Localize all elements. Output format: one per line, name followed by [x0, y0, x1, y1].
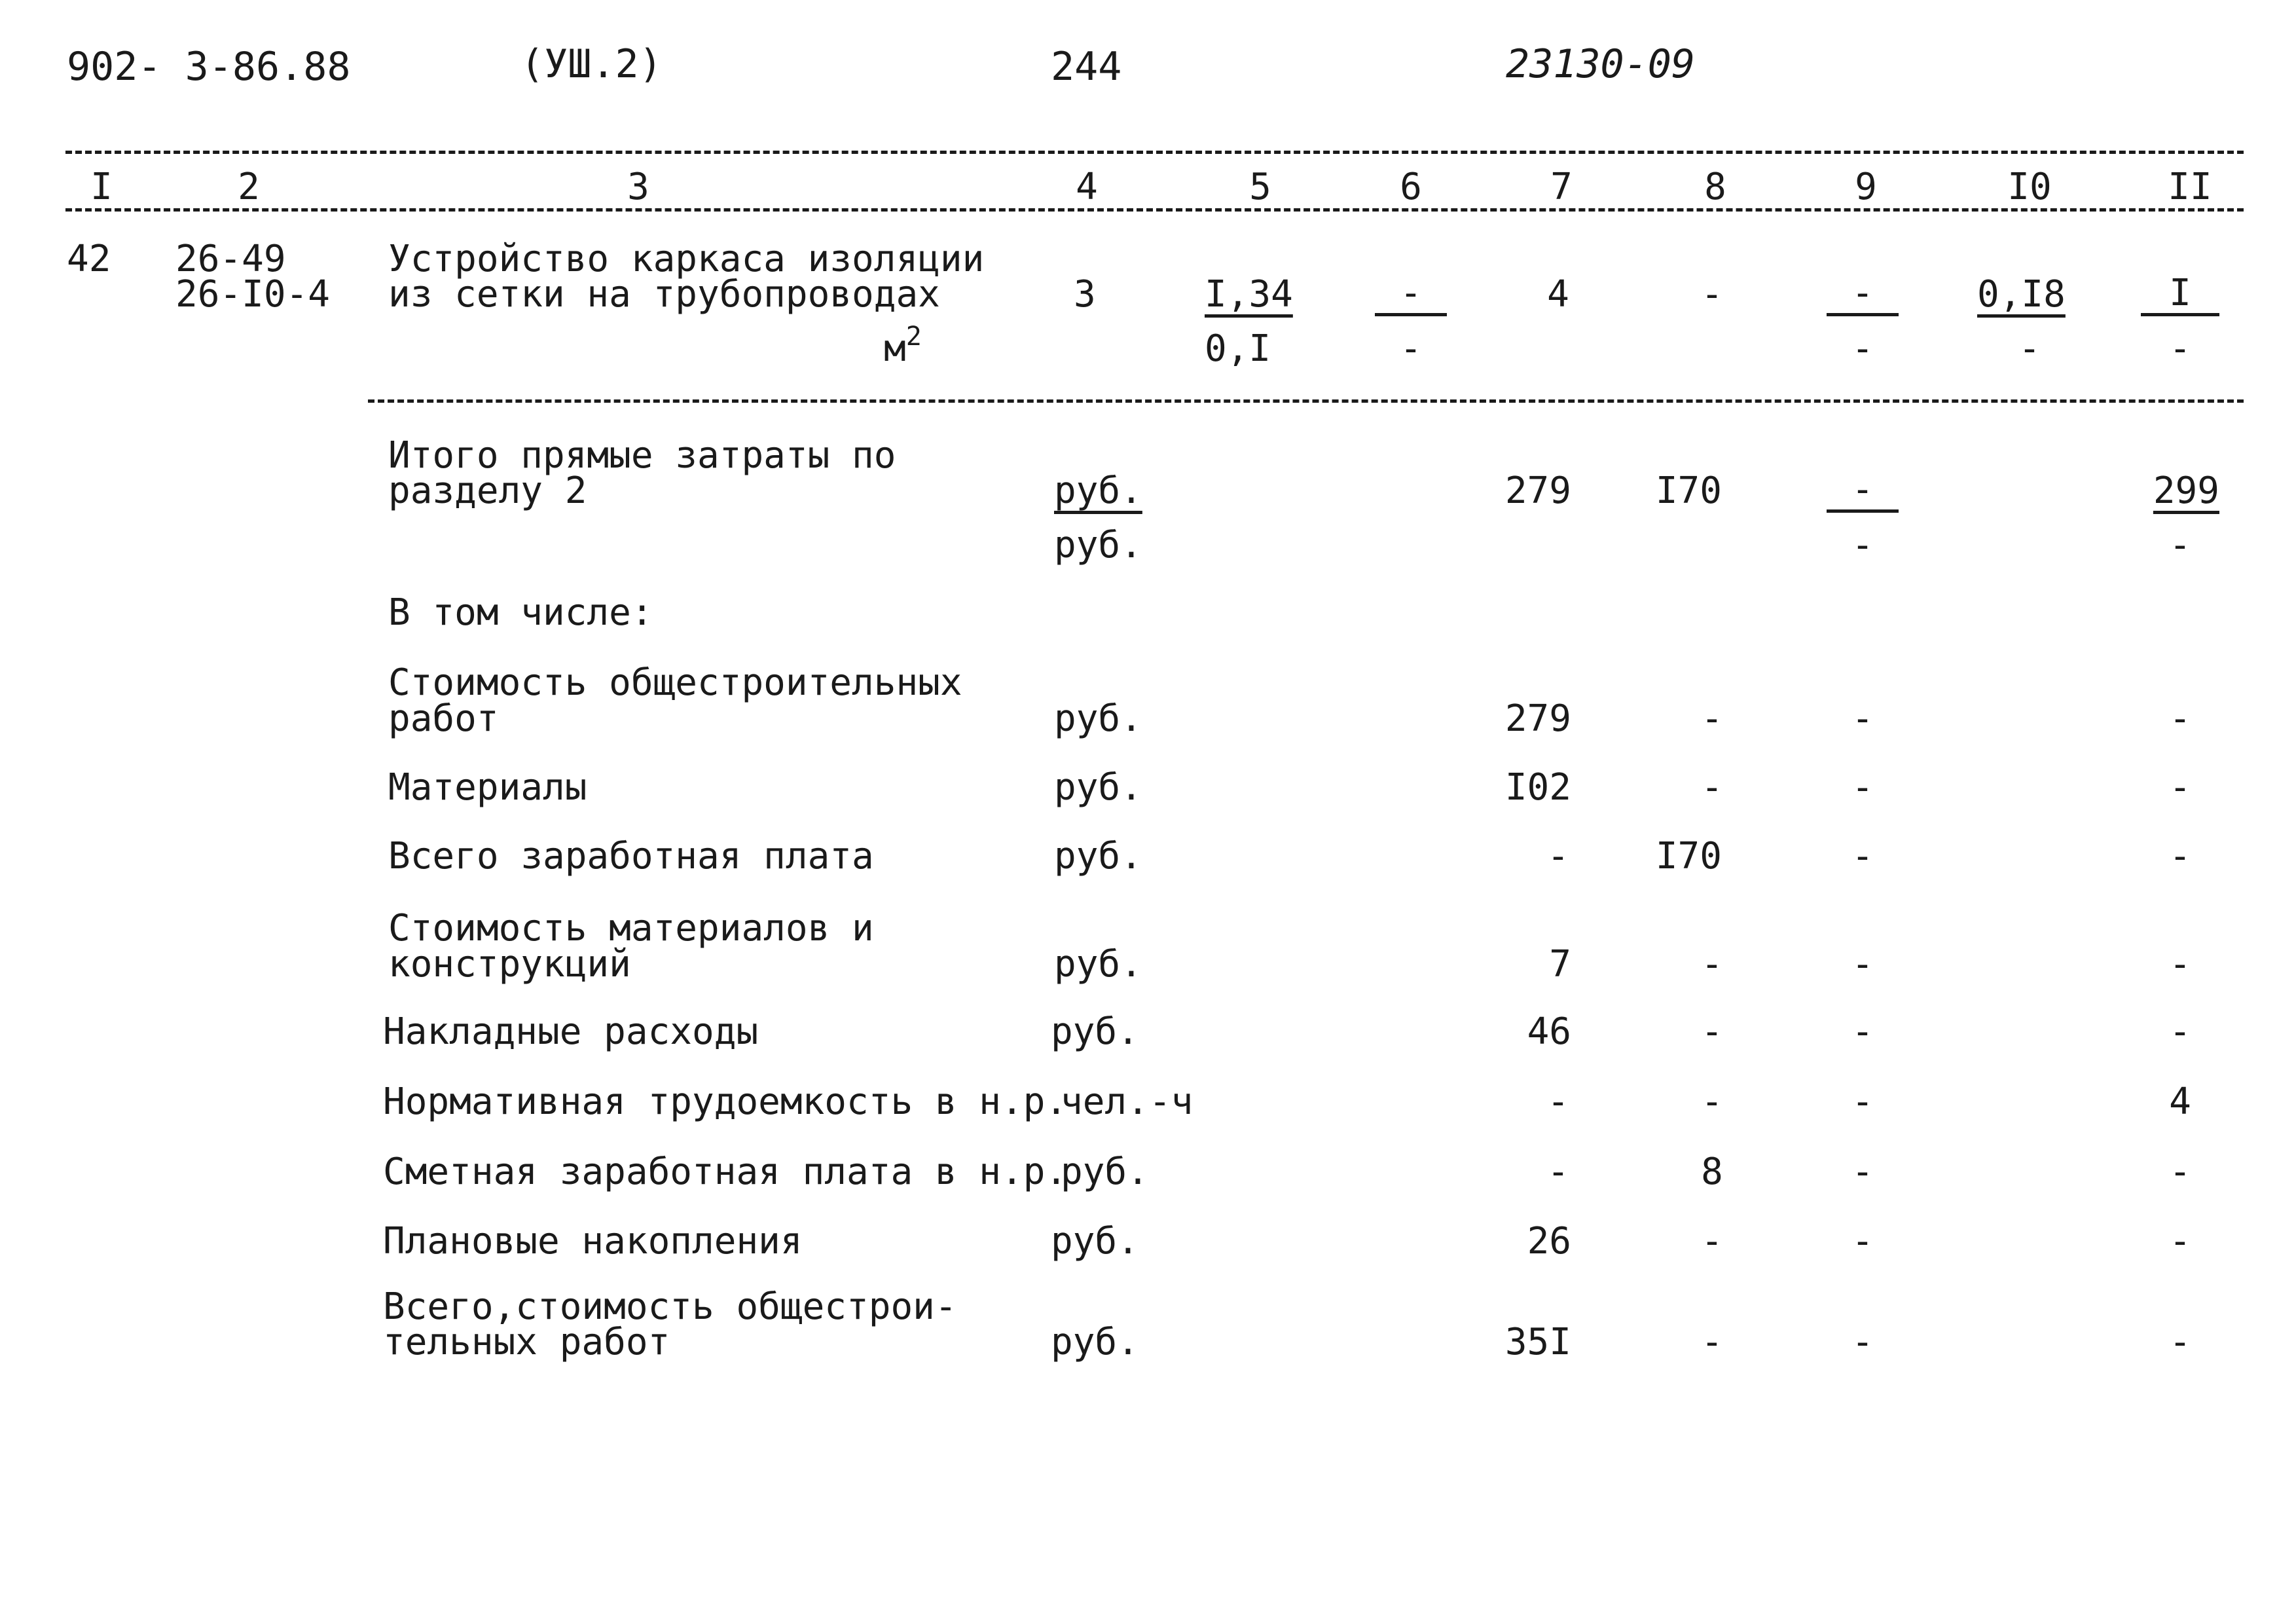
total-unit-bottom: руб. [1054, 524, 1142, 566]
row-col7: 26 [1527, 1220, 1571, 1263]
row-unit: чел.-ч [1061, 1080, 1194, 1123]
row-label-line-2: тельных работ [383, 1321, 670, 1363]
row-col9: - [1851, 1321, 1874, 1363]
row-col11: - [2169, 1321, 2191, 1363]
item-col9-bottom: - [1851, 327, 1874, 370]
item-col7: 4 [1547, 273, 1569, 316]
row-col9: - [1851, 697, 1874, 740]
row-label-line-1: Всего,стоимость общестрои- [383, 1285, 957, 1328]
row-label-line-1: Стоимость общестроительных [388, 661, 962, 704]
row-col7: - [1547, 1151, 1569, 1193]
row-unit: руб. [1054, 943, 1142, 986]
row-col7: - [1547, 1080, 1569, 1123]
row-col7: I02 [1504, 766, 1571, 809]
header-top-rule [65, 151, 2244, 154]
row-col11: - [2169, 1010, 2191, 1053]
item-name-line-2: из сетки на трубопроводах [388, 273, 940, 316]
including-heading: В том числе: [388, 591, 653, 634]
row-unit: руб. [1054, 835, 1142, 877]
column-header-10: I0 [2007, 166, 2052, 208]
row-col9: - [1851, 1151, 1874, 1193]
item-col11-bottom: - [2169, 327, 2191, 370]
row-col11: - [2169, 1151, 2191, 1193]
column-header-3: 3 [627, 166, 649, 208]
total-label-line-2: разделу 2 [388, 470, 587, 512]
total-col9-bottom: - [1851, 524, 1874, 566]
row-col11: - [2169, 766, 2191, 809]
row-label-line-1: Стоимость материалов и [388, 907, 874, 950]
item-col5-top: I,34 [1205, 273, 1293, 316]
row-label-line-2: конструкций [388, 943, 631, 986]
row-col8: - [1701, 1321, 1723, 1363]
total-col11-bottom: - [2169, 524, 2191, 566]
section-code: (УШ.2) [520, 41, 663, 87]
row-unit: руб. [1061, 1151, 1149, 1193]
total-label-line-1: Итого прямые затраты по [388, 434, 896, 477]
row-col9: - [1851, 1010, 1874, 1053]
row-col11: - [2169, 835, 2191, 877]
row-col9: - [1851, 1080, 1874, 1123]
row-col9: - [1851, 835, 1874, 877]
item-col11-top: I [2169, 272, 2191, 314]
row-col8: 8 [1701, 1151, 1723, 1193]
item-code-1: 26-49 [175, 238, 286, 280]
row-label-line-1: Плановые накопления [383, 1220, 803, 1263]
row-label-line-1: Сметная заработная плата в н.р. [383, 1151, 1068, 1193]
row-label-line-1: Всего заработная плата [388, 835, 874, 877]
total-col8: I70 [1655, 470, 1722, 512]
column-header-1: I [90, 166, 113, 208]
item-quantity: 3 [1074, 273, 1096, 316]
column-header-9: 9 [1855, 166, 1877, 208]
row-col11: - [2169, 697, 2191, 740]
column-header-7: 7 [1550, 166, 1573, 208]
row-col7: 7 [1549, 943, 1571, 986]
row-col9: - [1851, 1220, 1874, 1263]
row-col11: 4 [2169, 1080, 2191, 1123]
row-col9: - [1851, 766, 1874, 809]
row-unit: руб. [1051, 1220, 1139, 1263]
sheet-code: 23130-09 [1506, 41, 1695, 87]
item-col9-top: - [1851, 272, 1874, 314]
row-col8: - [1701, 943, 1723, 986]
row-col8: - [1701, 766, 1723, 809]
row-col7: 35I [1504, 1321, 1571, 1363]
row-col8: - [1701, 1220, 1723, 1263]
row-label-line-1: Материалы [388, 766, 587, 809]
column-header-11: II [2168, 166, 2212, 208]
row-label-line-1: Накладные расходы [383, 1010, 759, 1053]
column-header-4: 4 [1076, 166, 1098, 208]
row-col7: 46 [1527, 1010, 1571, 1053]
item-col10-top: 0,I8 [1977, 273, 2066, 316]
row-col8: - [1701, 1010, 1723, 1053]
document-code: 902- 3-86.88 [67, 44, 351, 90]
item-code-2: 26-I0-4 [175, 273, 331, 316]
column-header-5: 5 [1249, 166, 1271, 208]
row-label-line-1: Нормативная трудоемкость в н.р. [383, 1080, 1068, 1123]
row-col9: - [1851, 943, 1874, 986]
total-unit-top: руб. [1054, 470, 1142, 512]
row-col8: - [1701, 1080, 1723, 1123]
column-header-2: 2 [238, 166, 260, 208]
item-col8: - [1701, 273, 1723, 316]
row-unit: руб. [1054, 766, 1142, 809]
total-col7: 279 [1504, 470, 1571, 512]
column-header-8: 8 [1704, 166, 1726, 208]
row-col8: - [1701, 697, 1723, 740]
row-col7: - [1547, 835, 1569, 877]
item-separator-rule [368, 399, 2244, 403]
item-col10-bottom: - [2018, 327, 2041, 370]
row-unit: руб. [1051, 1010, 1139, 1053]
item-unit: $м^2$ [884, 322, 922, 370]
item-col6-top: - [1400, 272, 1422, 314]
row-unit: руб. [1054, 697, 1142, 740]
total-col9-top: - [1851, 468, 1874, 511]
page-number: 244 [1051, 44, 1122, 90]
item-name-line-1: Устройство каркаса изоляции [388, 238, 985, 280]
row-unit: руб. [1051, 1321, 1139, 1363]
header-bottom-rule [65, 208, 2244, 212]
item-number: 42 [67, 238, 111, 280]
row-col11: - [2169, 943, 2191, 986]
total-col11-top: 299 [2153, 470, 2219, 512]
row-col11: - [2169, 1220, 2191, 1263]
row-label-line-2: работ [388, 697, 499, 740]
item-col5-bottom: 0,I [1205, 327, 1271, 370]
column-header-6: 6 [1400, 166, 1422, 208]
item-col6-bottom: - [1400, 327, 1422, 370]
row-col7: 279 [1504, 697, 1571, 740]
row-col8: I70 [1655, 835, 1722, 877]
